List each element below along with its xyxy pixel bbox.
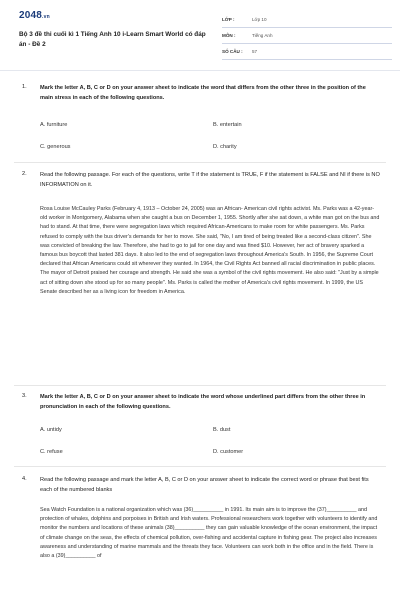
header-divider (0, 70, 400, 71)
question-text: Mark the letter A, B, C or D on your answer sheet to indicate the word whose underlined part differs from the other three in pronunciation in each of the following questions. (40, 394, 366, 410)
question-number: 3. (22, 393, 27, 399)
info-row-class (222, 12, 392, 28)
question-divider (14, 385, 386, 386)
question-number: 2. (22, 171, 27, 177)
info-row-question-count (222, 44, 392, 60)
info-key: SỐ CÂU : (222, 49, 243, 54)
info-value: 57 (252, 49, 258, 54)
question-divider (14, 162, 386, 163)
option-d[interactable]: D. customer (213, 449, 244, 455)
question-text: Mark the letter A, B, C or D on your answer sheet to indicate the word that differs from the other three in the position of the main stress in each of the following questions. (40, 85, 366, 101)
option-a[interactable]: A. untidy (40, 427, 62, 433)
option-a[interactable]: A. furniture (40, 122, 68, 128)
info-key: MÔN : (222, 33, 236, 38)
option-c[interactable]: C. refuse (40, 449, 63, 455)
question-text: Read the following passage. For each of the questions, write T if the statement is TRUE, F if the statement is FALSE and NI if there is NO INFORMATION on it. (40, 172, 380, 188)
page-header (0, 0, 400, 66)
reading-passage: Sea Watch Foundation is a national organization which was (36)__________ in 1991. Its main aim is to improve the (37)__________ and protection of whales, dolphins and porpoises in British and Irish waters. Professional researchers work together with volunteers to identify and monitor the numbers and locations of these animals (38)__________ they can gain valuable knowledge of the ocean environment, the impact of climate change on the seas, the effects of chemical pollution, over-fishing and accidental capture in fishing gear. The project also increases awareness and understanding of marine mammals and the threats they face. Volunteers can work both in the office and in the field. There is also a (39)__________ of (40, 507, 378, 560)
logo-suffix: .vn (42, 14, 50, 20)
option-c[interactable]: C. generous (40, 144, 71, 150)
option-b[interactable]: B. entertain (213, 122, 242, 128)
question-divider (14, 466, 386, 467)
question-text: Read the following passage and mark the letter A, B, C or D on your answer sheet to indicate the correct word or phrase that best fits each of the numbered blanks (40, 477, 369, 493)
site-logo[interactable] (19, 10, 50, 21)
reading-passage: Rosa Louise McCauley Parks (February 4, 1913 – October 24, 2005) was an African- American civil rights activist. Ms. Parks was a 42-year-old worker in Montgomery, Alabama when she caught a bus on December 1, 1955. Shortly after she sat down, a white man got on the bus and had to stand. At that time, there were segregation laws which required African-Americans to make room for white passengers. Ms. Parks refused to comply with the bus driver's demands for her to move. She said, "No, I am tired of being treated like a second-class citizen". She was convicted of breaking the law. Therefore, she had to go to jail for one day and was fined $10. However, her act of bravery sparked a famous bus boycott that lasted 381 days. It also led to the end of segregation laws throughout America's South. In 1956, the Supreme Court declared that African Americans could sit wherever they wanted. In 1964, the Civil Rights Act banned all racial discrimination in public places. The mayor of Detroit praised her courage and strength. He said she was a symbol of the civil rights movement. He also said: "Just by a simple act of sitting down she stood up for so many people". Ms. Parks is called the mother of America's civil rights movement. In 1999, the US Senate described her as a living icon for freedom in America. (40, 206, 380, 295)
info-value: Lớp 10 (252, 17, 267, 22)
exam-info-table (222, 12, 392, 60)
question-number: 1. (22, 84, 27, 90)
info-key: LỚP : (222, 17, 235, 22)
logo-text: 2048 (19, 10, 43, 21)
document-title: Bộ 3 đề thi cuối kì 1 Tiếng Anh 10 i-Learn Smart World có đáp án - Đề 2 (19, 31, 206, 48)
option-b[interactable]: B. dust (213, 427, 231, 433)
option-d[interactable]: D. charity (213, 144, 237, 150)
question-number: 4. (22, 476, 27, 482)
info-value: Tiếng Anh (252, 33, 273, 38)
info-row-subject (222, 28, 392, 44)
